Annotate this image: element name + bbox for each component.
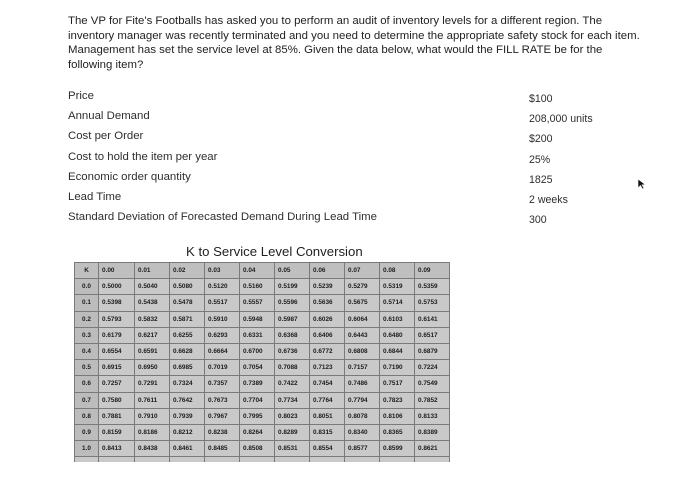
table-cell: 0.7642 [170,392,205,408]
table-cell: 0.6480 [380,327,415,343]
row-header: 0.1 [75,295,99,311]
table-cell: 0.5239 [310,279,345,295]
table-cell: 0.7881 [99,408,135,424]
table-cell: 0.6217 [135,327,170,343]
column-header: 0.06 [310,263,345,279]
question-line: Management has set the service level at 85%. Given the data below, what would the FILL RATE be for the [68,44,603,57]
table-cell: 0.5948 [240,311,275,327]
row-header: 0.6 [75,376,99,392]
table-cell: 0.8186 [135,424,170,440]
row-header: 0.5 [75,360,99,376]
table-cell: 0.7224 [415,360,450,376]
table-row [75,441,450,457]
column-header: 0.08 [380,263,415,279]
table-cell: 0.8461 [170,441,205,457]
table-cell: 0.8438 [135,441,170,457]
table-cell: 0.6915 [99,360,135,376]
table-cell: 0.7823 [380,392,415,408]
table-row [75,360,450,376]
table-row [75,408,450,424]
table-cell: 0.8133 [415,408,450,424]
table-cell: 0.6700 [240,343,275,359]
table-cell-cutoff [240,457,275,463]
table-cell: 0.8621 [415,441,450,457]
param-label: Cost per Order [68,130,144,143]
table-cell-cutoff [205,457,240,463]
table-cell: 0.5319 [380,279,415,295]
param-value: 25% [529,153,551,166]
table-cell-cutoff [275,457,310,463]
column-header: 0.02 [170,263,205,279]
question-line: following item? [68,58,144,71]
column-header: 0.04 [240,263,275,279]
column-header: 0.09 [415,263,450,279]
table-cell: 0.7324 [170,376,205,392]
table-cell: 0.6985 [170,360,205,376]
table-cell: 0.6628 [170,343,205,359]
table-cell-cutoff [380,457,415,463]
table-cell: 0.6064 [345,311,380,327]
table-cell-cutoff [310,457,345,463]
table-cell: 0.5000 [99,279,135,295]
table-cell: 0.6517 [415,327,450,343]
table-cell: 0.7422 [275,376,310,392]
param-value: 1825 [529,173,553,186]
table-cell: 0.5832 [135,311,170,327]
table-cell: 0.6772 [310,343,345,359]
table-cell: 0.7019 [205,360,240,376]
table-row [75,311,450,327]
table-cell: 0.7190 [380,360,415,376]
table-cell: 0.6443 [345,327,380,343]
table-header-row [75,263,450,279]
table-row [75,295,450,311]
table-row [75,343,450,359]
row-header: 0.8 [75,408,99,424]
table-cell: 0.7486 [345,376,380,392]
table-cell: 0.8389 [415,424,450,440]
table-cell: 0.7517 [380,376,415,392]
table-cell: 0.8599 [380,441,415,457]
table-cell: 0.8078 [345,408,380,424]
table-cell: 0.7549 [415,376,450,392]
param-label: Annual Demand [68,110,150,123]
param-value: $200 [529,133,553,146]
table-cell: 0.8508 [240,441,275,457]
table-cell: 0.5675 [345,295,380,311]
table-cell: 0.8212 [170,424,205,440]
param-row-lead-time [68,191,608,211]
table-cell: 0.5714 [380,295,415,311]
table-cell: 0.6255 [170,327,205,343]
table-cell: 0.5040 [135,279,170,295]
table-cell: 0.6879 [415,343,450,359]
param-row-cost-per-order [68,130,608,150]
table-cell: 0.8023 [275,408,310,424]
column-header: 0.00 [99,263,135,279]
table-cell: 0.8289 [275,424,310,440]
table-cell: 0.6664 [205,343,240,359]
question-line: The VP for Fite's Footballs has asked you to perform an audit of inventory levels for a different region. The [68,15,603,27]
table-cell: 0.6808 [345,343,380,359]
table-cell: 0.5279 [345,279,380,295]
table-cell: 0.6844 [380,343,415,359]
table-cell: 0.7967 [205,408,240,424]
table-cell: 0.6736 [275,343,310,359]
param-row-holding-cost [68,151,608,171]
table-cell: 0.7054 [240,360,275,376]
table-cell: 0.7123 [310,360,345,376]
table-title: K to Service Level Conversion [186,244,363,259]
param-row-eoq [68,171,608,191]
table-cell: 0.8315 [310,424,345,440]
table-cell: 0.7704 [240,392,275,408]
table-cell: 0.7764 [310,392,345,408]
table-cell: 0.6026 [310,311,345,327]
table-row [75,327,450,343]
parameter-list [68,90,608,231]
row-header: 0.0 [75,279,99,295]
table-cell: 0.6141 [415,311,450,327]
param-label: Lead Time [68,190,122,203]
table-cell: 0.5478 [170,295,205,311]
table-cell: 0.7580 [99,392,135,408]
table-row [75,424,450,440]
row-header: 0.3 [75,327,99,343]
table-cell: 0.6293 [205,327,240,343]
table-row [75,279,450,295]
table-cell-cutoff [170,457,205,463]
table-cell: 0.7734 [275,392,310,408]
table-cell: 0.6950 [135,360,170,376]
table-cell: 0.8159 [99,424,135,440]
table-cell: 0.7673 [205,392,240,408]
table-cell: 0.5636 [310,295,345,311]
table-cell: 0.8340 [345,424,380,440]
table-cell: 0.7357 [205,376,240,392]
table-cell: 0.6331 [240,327,275,343]
table-row [75,376,450,392]
table-cell: 0.7088 [275,360,310,376]
param-value: $100 [529,93,553,105]
table-cell: 0.7389 [240,376,275,392]
row-header: 0.2 [75,311,99,327]
table-cell-cutoff [415,457,450,463]
table-cell: 0.7157 [345,360,380,376]
table-cell: 0.8531 [275,441,310,457]
table-row-cutoff [75,457,450,463]
table-cell: 0.5438 [135,295,170,311]
table-cell: 0.8051 [310,408,345,424]
table-cell: 0.6103 [380,311,415,327]
param-row-std-dev [68,211,608,231]
table-cell: 0.5557 [240,295,275,311]
table-cell: 0.7257 [99,376,135,392]
param-row-price [68,90,608,110]
table-cell: 0.7611 [135,392,170,408]
table-cell: 0.7852 [415,392,450,408]
table-cell: 0.8264 [240,424,275,440]
table-cell: 0.5359 [415,279,450,295]
row-header: 0.9 [75,424,99,440]
table-corner: K [75,263,99,279]
table-cell: 0.5793 [99,311,135,327]
table-cell-cutoff [75,457,99,463]
table-cell: 0.6406 [310,327,345,343]
column-header: 0.03 [205,263,240,279]
table-cell: 0.6554 [99,343,135,359]
param-label: Price [68,90,94,102]
table-cell: 0.5199 [275,279,310,295]
table-cell: 0.8365 [380,424,415,440]
table-cell: 0.5398 [99,295,135,311]
param-label: Standard Deviation of Forecasted Demand During Lead Time [68,211,377,224]
table-cell: 0.5753 [415,295,450,311]
param-label: Economic order quantity [68,170,191,183]
question-line: inventory manager was recently terminated and you need to determine the appropriate safety stock for each item. [68,29,640,42]
table-cell: 0.5120 [205,279,240,295]
table-row [75,392,450,408]
table-cell: 0.5080 [170,279,205,295]
table-cell-cutoff [135,457,170,463]
table-cell: 0.7995 [240,408,275,424]
table-cell: 0.7291 [135,376,170,392]
param-value: 2 weeks [529,193,568,206]
question-text [68,14,668,72]
table-cell-cutoff [99,457,135,463]
param-value: 208,000 units [529,113,593,126]
table-cell: 0.8554 [310,441,345,457]
table-cell: 0.6179 [99,327,135,343]
table-cell: 0.8577 [345,441,380,457]
row-header: 0.7 [75,392,99,408]
table-cell: 0.5160 [240,279,275,295]
table-cell: 0.6368 [275,327,310,343]
table-cell: 0.5517 [205,295,240,311]
table-cell: 0.5910 [205,311,240,327]
service-level-table [74,262,450,462]
table-cell: 0.6591 [135,343,170,359]
param-label: Cost to hold the item per year [68,150,218,163]
table-cell: 0.8238 [205,424,240,440]
page-cutoff [0,484,700,488]
param-row-annual-demand [68,110,608,130]
table-cell: 0.8485 [205,441,240,457]
column-header: 0.01 [135,263,170,279]
row-header: 1.0 [75,441,99,457]
table-cell: 0.8413 [99,441,135,457]
table-cell: 0.7910 [135,408,170,424]
table-cell: 0.7794 [345,392,380,408]
table-cell: 0.7454 [310,376,345,392]
column-header: 0.07 [345,263,380,279]
table-cell: 0.5871 [170,311,205,327]
table-cell-cutoff [345,457,380,463]
table-cell: 0.8106 [380,408,415,424]
table-cell: 0.7939 [170,408,205,424]
mouse-pointer-icon [637,178,647,190]
column-header: 0.05 [275,263,310,279]
table-cell: 0.5596 [275,295,310,311]
param-value: 300 [529,214,547,227]
row-header: 0.4 [75,343,99,359]
table-cell: 0.5987 [275,311,310,327]
